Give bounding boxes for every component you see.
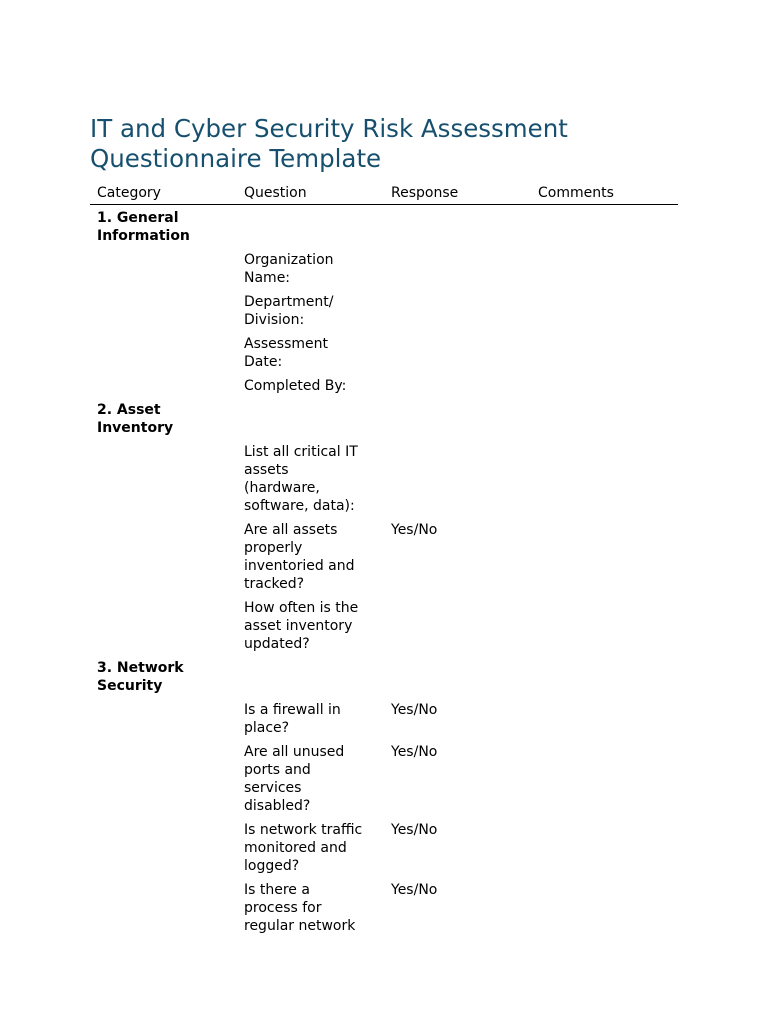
category-label: 1. General Information [97, 210, 190, 244]
questionnaire-table [90, 181, 678, 939]
table-header [90, 181, 678, 205]
question-text: Department/ Division: [244, 294, 334, 328]
category-row [90, 657, 678, 697]
response-text: Yes/No [391, 744, 438, 760]
comments-text [531, 597, 678, 655]
comments-text [531, 879, 678, 937]
table-row [90, 879, 678, 937]
comments-text [531, 291, 678, 331]
table-row [90, 441, 678, 517]
response-text [384, 375, 531, 397]
question-text: How often is the asset inventory updated? [244, 600, 359, 652]
question-text: Is network traffic monitored and logged? [244, 822, 363, 874]
header-question: Question [244, 185, 307, 201]
table-row [90, 597, 678, 655]
comments-text [531, 819, 678, 877]
header-comments: Comments [538, 185, 614, 201]
question-text: Are all assets properly inventoried and tracked? [244, 522, 355, 592]
response-text: Yes/No [391, 702, 438, 718]
comments-text [531, 375, 678, 397]
comments-text [531, 699, 678, 739]
question-text: Organization Name: [244, 252, 334, 286]
table-row [90, 699, 678, 739]
table-row [90, 333, 678, 373]
table-row [90, 741, 678, 817]
header-response: Response [391, 185, 459, 201]
table-row [90, 519, 678, 595]
table-row [90, 819, 678, 877]
response-text [384, 249, 531, 289]
question-text: Completed By: [244, 378, 347, 394]
question-text: Are all unused ports and services disabled? [244, 744, 345, 814]
response-text [384, 441, 531, 517]
response-text [384, 597, 531, 655]
comments-text [531, 249, 678, 289]
page-title: IT and Cyber Security Risk Assessment Questionnaire Template [90, 114, 568, 173]
header-category: Category [97, 185, 161, 201]
table-row [90, 291, 678, 331]
table-row [90, 375, 678, 397]
question-text: Is a firewall in place? [244, 702, 341, 736]
category-label: 2. Asset Inventory [97, 402, 174, 436]
response-text [384, 333, 531, 373]
question-text: Assessment Date: [244, 336, 328, 370]
category-label: 3. Network Security [97, 660, 184, 694]
comments-text [531, 333, 678, 373]
response-text: Yes/No [391, 822, 438, 838]
response-text [384, 291, 531, 331]
question-text: Is there a process for regular network [244, 882, 356, 934]
category-row [90, 207, 678, 247]
comments-text [531, 441, 678, 517]
question-text: List all critical IT assets (hardware, software, data): [244, 444, 358, 514]
comments-text [531, 741, 678, 817]
table-row [90, 249, 678, 289]
category-row [90, 399, 678, 439]
response-text: Yes/No [391, 882, 438, 898]
response-text: Yes/No [391, 522, 438, 538]
comments-text [531, 519, 678, 595]
